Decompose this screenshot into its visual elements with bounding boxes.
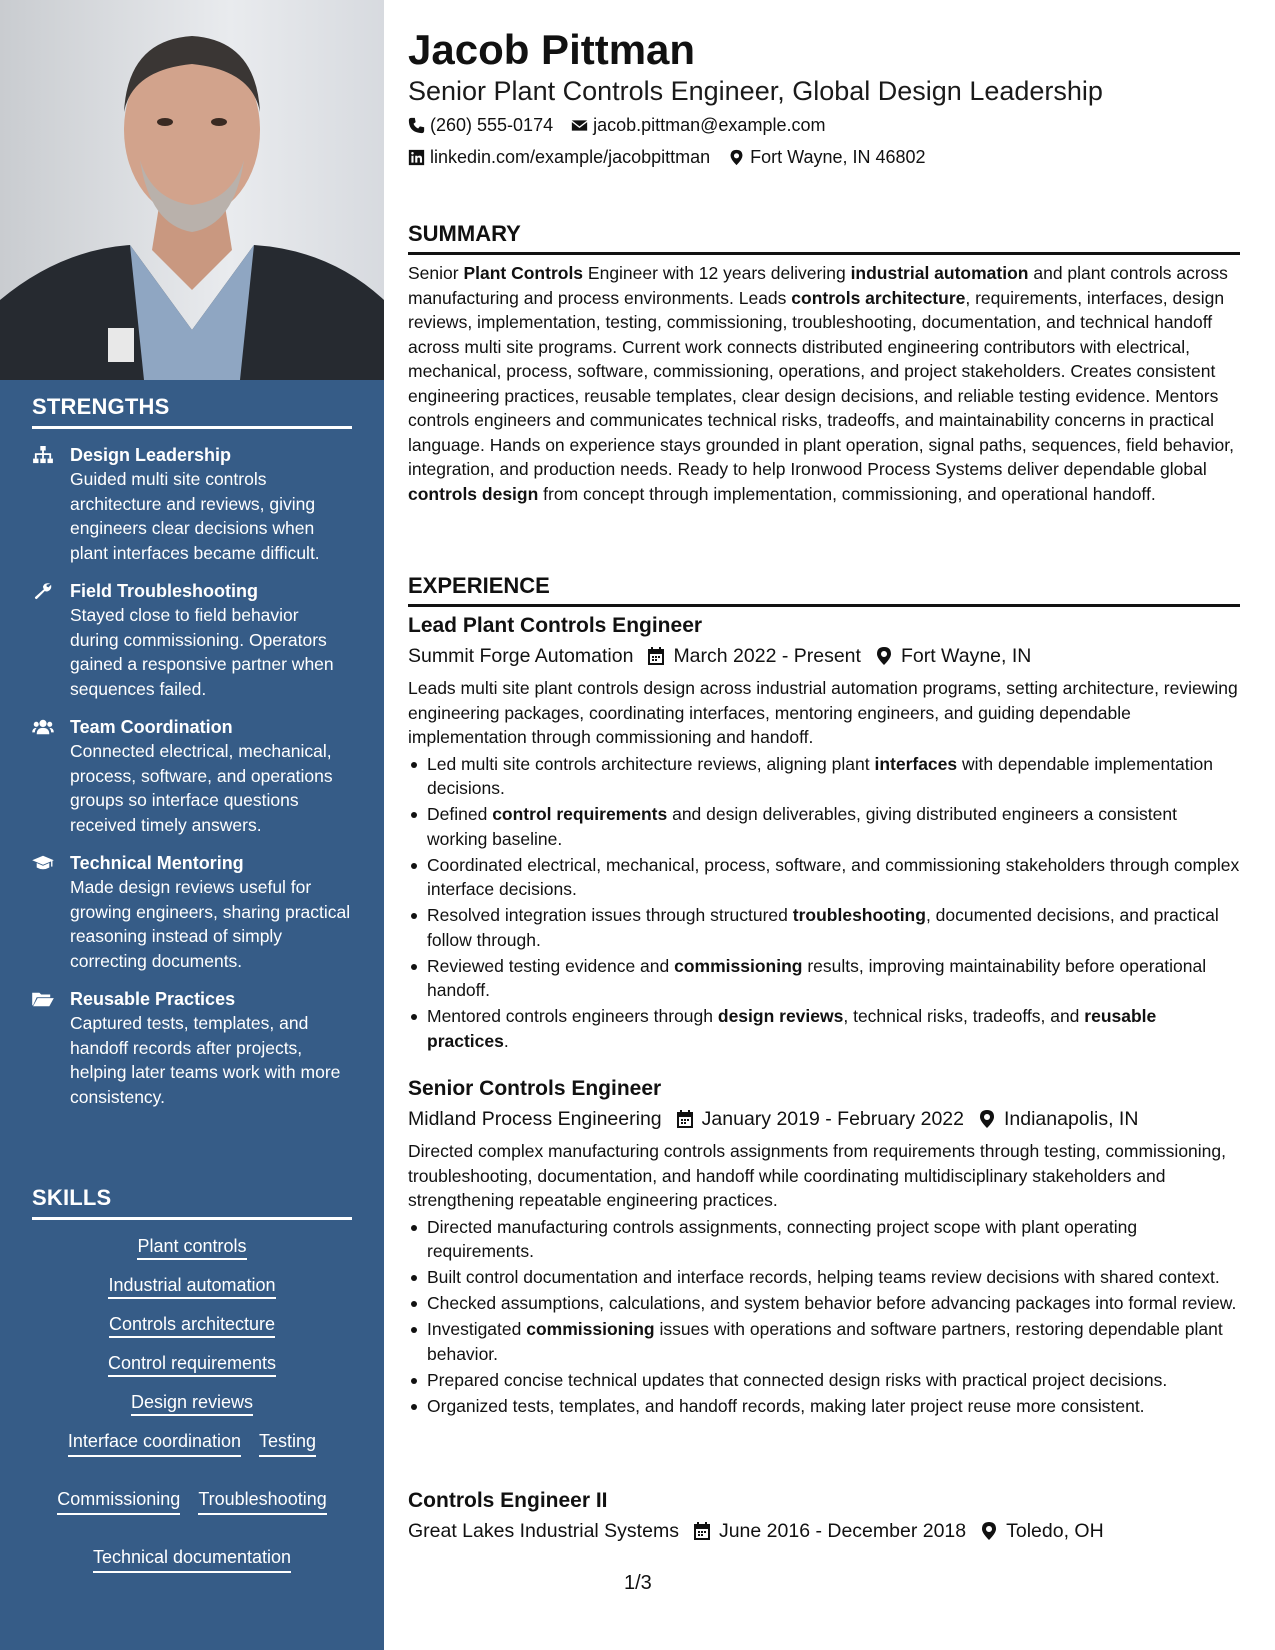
skills-section <box>32 1185 352 1573</box>
users-icon <box>32 718 54 736</box>
strength-title: Technical Mentoring <box>70 853 244 873</box>
map-pin-icon <box>728 149 745 166</box>
job-dates: June 2016 - December 2018 <box>718 1520 967 1542</box>
map-pin-icon <box>875 646 893 666</box>
job-title: Controls Engineer II <box>408 1489 608 1512</box>
job-bullet <box>408 1394 1240 1419</box>
summary-segment: Plant Controls <box>463 263 584 283</box>
job-title: Senior Controls Engineer <box>408 1077 662 1100</box>
contact-row <box>408 113 843 137</box>
skill-tag: Testing <box>259 1429 316 1457</box>
strength-title: Team Coordination <box>70 717 233 737</box>
skill-tag: Control requirements <box>108 1353 276 1377</box>
bullet-segment: Investigated <box>427 1319 527 1340</box>
folder-open-icon <box>32 990 54 1008</box>
strength-item <box>32 851 352 973</box>
location-contact <box>728 145 925 169</box>
strength-desc: Made design reviews useful for growing engineers, sharing practical reasoning instead of simply correcting documents. <box>70 877 351 971</box>
job-location: Toledo, OH <box>1006 1520 1104 1542</box>
job-bullet <box>408 752 1240 801</box>
profile-photo <box>0 0 384 380</box>
strength-desc: Guided multi site controls architecture and reviews, giving engineers clear decisions when plant interfaces became difficult. <box>70 469 320 563</box>
skill-tag: Troubleshooting <box>198 1487 326 1515</box>
summary-segment: , requirements, interfaces, design reviews, implementation, testing, commissioning, troubleshooting, documentation, and technical handoff across multi site programs. Current work connects distributed engineering contributors with electrical, mechanical, process, software, commissioning, operations, and project stakeholders. Creates consistent engineering practices, reusable templates, clear design decisions, and reliable testing evidence. Mentors controls engineers and communicates technical risks, tradeoffs, and maintainability concerns in practical language. Hands on experience stays grounded in plant operation, signal paths, sequences, field behavior, integration, and production needs. Ready to help Ironwood Process Systems deliver dependable global <box>408 287 1234 479</box>
summary-heading: SUMMARY <box>408 221 1240 255</box>
summary-segment: controls architecture <box>791 287 966 308</box>
bullet-segment: reusable practices <box>427 1006 1157 1051</box>
skill-tag: Technical documentation <box>93 1545 291 1573</box>
skill-tag: Commissioning <box>57 1487 180 1515</box>
map-pin-icon <box>978 1109 996 1129</box>
bullet-segment: and design deliverables, giving distributed engineers a consistent working baseline. <box>427 804 1177 849</box>
strength-item <box>32 443 352 565</box>
job-company: Midland Process Engineering <box>408 1108 662 1130</box>
bullet-segment: Directed manufacturing controls assignments, connecting project scope with plant operating requirements. <box>427 1216 1138 1261</box>
strength-desc: Connected electrical, mechanical, process, software, and operations groups so interface questions received timely answers. <box>70 741 333 835</box>
job-bullets <box>408 1215 1240 1419</box>
bullet-segment: with dependable implementation decisions. <box>427 753 1214 798</box>
skill-tag: Interface coordination <box>68 1429 241 1457</box>
summary-segment: Engineer with 12 years delivering <box>583 263 851 283</box>
strength-title: Field Troubleshooting <box>70 581 258 601</box>
page-number: 1/3 <box>624 1572 652 1594</box>
job-bullet <box>408 1291 1240 1316</box>
wrench-icon <box>32 582 54 600</box>
job-description: Directed complex manufacturing controls assignments from requirements through testing, commissioning, troubleshooting, documentation, and handoff while coordinating multidisciplinary stakeholders and strengthening repeatable engineering practices. <box>408 1141 1226 1210</box>
job-bullet <box>408 853 1240 902</box>
job-meta <box>408 1517 1240 1545</box>
calendar-icon <box>676 1109 694 1129</box>
bullet-segment: Defined <box>427 804 493 825</box>
job-company: Great Lakes Industrial Systems <box>408 1520 679 1542</box>
bullet-segment: Checked assumptions, calculations, and system behavior before advancing packages into formal review. <box>427 1293 1237 1314</box>
summary-segment: and plant controls across manufacturing and process environments. Leads <box>408 263 1228 308</box>
summary-segment: from concept through implementation, commissioning, and operational handoff. <box>538 483 1156 504</box>
job-meta <box>408 642 1240 670</box>
job-bullet <box>408 1368 1240 1393</box>
strengths-heading: STRENGTHS <box>32 394 352 429</box>
bullet-segment: , documented decisions, and practical follow through. <box>427 905 1219 950</box>
linkedin-contact[interactable] <box>408 145 710 169</box>
bullet-segment: issues with operations and software partners, restoring dependable plant behavior. <box>427 1319 1223 1364</box>
bullet-segment: troubleshooting <box>792 905 926 926</box>
job-bullet <box>408 1004 1240 1053</box>
skills-heading: SKILLS <box>32 1185 352 1220</box>
bullet-segment: control requirements <box>492 804 668 825</box>
job-entry <box>408 1487 1240 1545</box>
job-bullet <box>408 1317 1240 1366</box>
job-dates: March 2022 - Present <box>673 645 861 667</box>
bullet-segment: Reviewed testing evidence and <box>427 955 675 976</box>
envelope-icon <box>571 117 588 134</box>
summary-text <box>408 261 1240 506</box>
strength-item <box>32 987 352 1109</box>
strengths-section <box>32 394 352 1109</box>
job-bullet <box>408 1215 1240 1264</box>
location-text: Fort Wayne, IN 46802 <box>750 147 926 167</box>
job-entry <box>408 1075 1240 1420</box>
bullet-segment: Resolved integration issues through structured <box>427 905 793 926</box>
phone-text: (260) 555-0174 <box>430 115 554 135</box>
skill-tag: Design reviews <box>131 1392 253 1416</box>
job-entry <box>408 612 1240 1055</box>
phone-icon <box>408 117 425 134</box>
candidate-title: Senior Plant Controls Engineer, Global Design Leadership <box>408 76 1103 106</box>
linkedin-text[interactable]: linkedin.com/example/jacobpittman <box>430 147 711 167</box>
skills-list <box>32 1234 352 1573</box>
map-pin-icon <box>980 1521 998 1541</box>
job-meta <box>408 1105 1240 1133</box>
job-bullets <box>408 752 1240 1054</box>
job-bullet <box>408 903 1240 952</box>
bullet-segment: Organized tests, templates, and handoff records, making later project reuse more consistent. <box>427 1395 1145 1416</box>
skill-tag: Controls architecture <box>109 1314 275 1338</box>
bullet-segment: Led multi site controls architecture reviews, aligning plant <box>427 753 875 774</box>
job-company: Summit Forge Automation <box>408 645 634 667</box>
job-location: Indianapolis, IN <box>1003 1108 1139 1130</box>
job-bullet <box>408 954 1240 1003</box>
job-bullet <box>408 1265 1240 1290</box>
experience-heading: EXPERIENCE <box>408 573 1240 607</box>
job-description: Leads multi site plant controls design across industrial automation programs, setting architecture, reviewing engineering packages, coordinating interfaces, mentoring engineers, and guiding dependable implementation through commissioning and handoff. <box>408 678 1238 747</box>
linkedin-icon <box>408 149 425 166</box>
skill-tag: Industrial automation <box>108 1275 275 1299</box>
phone-contact <box>408 113 553 137</box>
strength-desc: Stayed close to field behavior during commissioning. Operators gained a responsive partner when sequences failed. <box>70 605 334 699</box>
skill-tag: Plant controls <box>137 1236 246 1260</box>
strength-item <box>32 715 352 837</box>
summary-segment: industrial automation <box>850 263 1029 283</box>
org-chart-icon <box>32 446 54 464</box>
strength-desc: Captured tests, templates, and handoff records after projects, helping later teams work with more consistency. <box>70 1013 341 1107</box>
bullet-segment: Mentored controls engineers through <box>427 1006 718 1027</box>
strength-title: Reusable Practices <box>70 989 236 1009</box>
bullet-segment: results, improving maintainability before operational handoff. <box>427 955 1207 1001</box>
bullet-segment: commissioning <box>674 955 803 976</box>
summary-segment: controls design <box>408 483 539 504</box>
bullet-segment: , technical risks, tradeoffs, and <box>843 1006 1085 1027</box>
job-dates: January 2019 - February 2022 <box>701 1108 964 1130</box>
bullet-segment: Built control documentation and interface records, helping teams review decisions with shared context. <box>427 1267 1220 1288</box>
bullet-segment: . <box>503 1030 509 1051</box>
graduation-cap-icon <box>32 854 54 872</box>
bullet-segment: commissioning <box>526 1319 655 1340</box>
calendar-icon <box>647 646 665 666</box>
summary-segment: Senior <box>408 263 464 283</box>
bullet-segment: interfaces <box>874 753 958 774</box>
job-bullet <box>408 802 1240 851</box>
bullet-segment: Coordinated electrical, mechanical, process, software, and commissioning stakeholders through complex interface decisions. <box>427 854 1240 900</box>
sidebar <box>0 0 384 1650</box>
job-title: Lead Plant Controls Engineer <box>408 614 703 637</box>
job-location: Fort Wayne, IN <box>900 645 1032 667</box>
email-text[interactable]: jacob.pittman@example.com <box>593 115 826 135</box>
strength-item <box>32 579 352 701</box>
bullet-segment: design reviews <box>717 1006 844 1027</box>
strength-title: Design Leadership <box>70 445 232 465</box>
contact-row-2 <box>408 145 944 169</box>
calendar-icon <box>693 1521 711 1541</box>
email-contact[interactable] <box>571 113 825 137</box>
bullet-segment: Prepared concise technical updates that connected design risks with practical project decisions. <box>427 1369 1168 1390</box>
candidate-name: Jacob Pittman <box>408 26 696 73</box>
